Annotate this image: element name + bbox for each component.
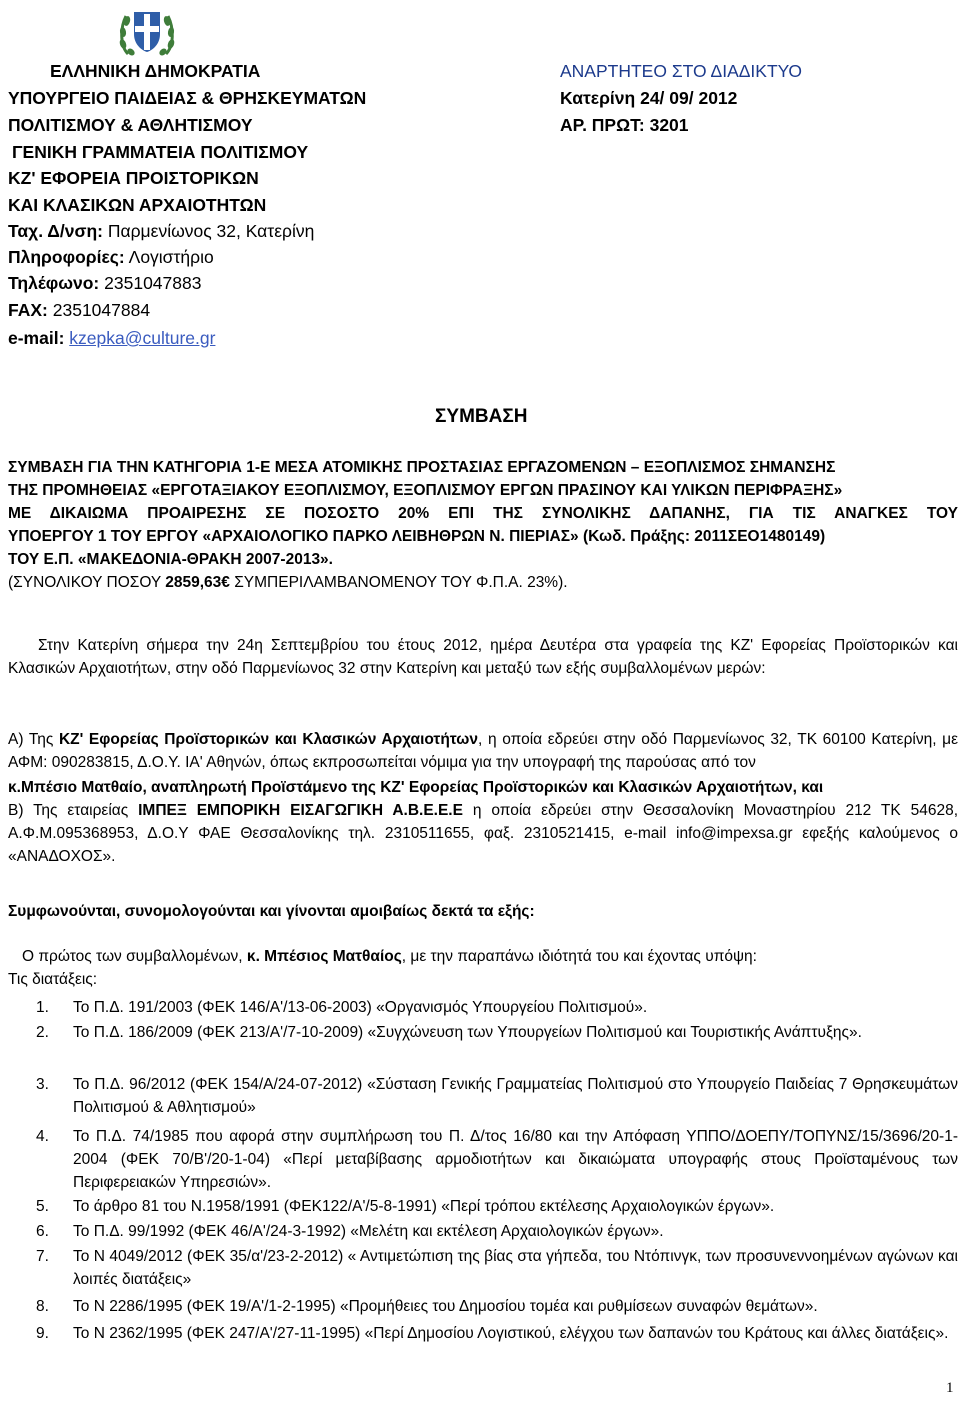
subject-line-4: ΥΠΟΕΡΓΟΥ 1 ΤΟΥ ΕΡΓΟΥ «ΑΡΧΑΙΟΛΟΓΙΚΟ ΠΑΡΚΟ ΛΕΙΒΗΘΡΩΝ Ν. ΠΙΕΡΙΑΣ» (Κωδ. Πράξης: 2011ΣΕΟ1480149) (8, 528, 826, 545)
page-number: 1 (946, 1380, 954, 1396)
general-secretariat: ΓΕΝΙΚΗ ΓΡΑΜΜΑΤΕΙΑ ΠΟΛΙΤΙΣΜΟΥ (12, 142, 309, 162)
fax-label: FAX: (8, 300, 48, 320)
subject-total-prefix: (ΣΥΝΟΛΙΚΟΥ ΠΟΣΟΥ (8, 574, 166, 591)
protocol-number: ΑΡ. ΠΡΩΤ: 3201 (560, 115, 689, 135)
address-line (8, 218, 314, 245)
address-label: Ταχ. Δ/νση: (8, 221, 103, 241)
provision-number: 1. (36, 999, 49, 1016)
party-b-details: η οποία εδρεύει στην Θεσσαλονίκη Μοναστηρίου 212 ΤΚ 54628, Α.Φ.Μ.095368953, Δ.Ο.Υ ΦΑΕ Θεσσαλονίκης τηλ. 2310511655, φαξ. 2310521415, e-mail info@impexsa.gr εφεξής καλούμενος ο «ΑΝΑΔΟΧΟΣ». (8, 802, 958, 865)
info-label: Πληροφορίες: (8, 247, 125, 267)
provision-number: 8. (36, 1298, 49, 1315)
provision-item (36, 1245, 958, 1288)
party-a-representative: κ.Μπέσιο Ματθαίο, αναπληρωτή Προϊστάμενο της ΚΖ' Εφορείας Προϊστορικών και Κλασικών Αρχαιοτήτων, και (8, 779, 824, 796)
place-date: Κατερίνη 24/ 09/ 2012 (560, 88, 738, 108)
republic-heading: ΕΛΛΗΝΙΚΗ ΔΗΜΟΚΡΑΤΙΑ (50, 61, 261, 81)
provision-text: Το Π.Δ. 96/2012 (ΦΕΚ 154/Α/24-07-2012) «Σύσταση Γενικής Γραμματείας Πολιτισμού στο Υπουργείο Παιδείας 7 Θρησκευμάτων Πολιτισμού & Αθλητισμού» (73, 1076, 958, 1116)
euro-sign-icon: € (221, 574, 230, 591)
phone-line (8, 270, 201, 297)
provision-item (36, 1195, 958, 1218)
provision-item (36, 1220, 958, 1243)
phone-label: Τηλέφωνο: (8, 273, 100, 293)
provision-text: Το Ν 2286/1995 (ΦΕΚ 19/Α'/1-2-1995) «Προμήθειες του Δημοσίου τομέα και ρυθμίσεων συναφών θεμάτων». (73, 1298, 818, 1315)
info-line (8, 244, 214, 271)
provision-number: 7. (36, 1248, 49, 1265)
provision-text: Το Π.Δ. 74/1985 που αφορά στην συμπλήρωση του Π. Δ/τος 16/80 και την Απόφαση ΥΠΠΟ/ΔΟΕΠΥ/ΤΟΠΥΝΣ/15/3696/20-1-2004 (ΦΕΚ 70/Β'/20-1-04) «Περί μεταβίβασης αρμοδιοτήτων και δικαιώματα υπογραφής στους Προϊσταμένους των Περιφερειακών Υπηρεσιών». (73, 1128, 958, 1191)
greek-emblem-icon (118, 4, 176, 60)
provision-text: Το Ν 4049/2012 (ΦΕΚ 35/α'/23-2-2012) « Αντιμετώπιση της βίας στα γήπεδα, του Ντόπινγκ, των προσυνεννοημένων αγώνων και λοιπές διατάξεις» (73, 1248, 958, 1288)
address-value: Παρμενίωνος 32, Κατερίνη (107, 221, 315, 241)
provision-text: Το Π.Δ. 99/1992 (ΦΕΚ 46/Α'/24-3-1992) «Μελέτη και εκτέλεση Αρχαιολογικών έργων». (73, 1223, 664, 1240)
email-link[interactable]: kzepka@culture.gr (69, 328, 216, 348)
provision-number: 4. (36, 1128, 49, 1145)
ministry-line-2: ΠΟΛΙΤΙΣΜΟΥ & ΑΘΛΗΤΙΣΜΟΥ (8, 115, 253, 135)
phone-value: 2351047883 (104, 273, 202, 293)
ministry-line-1: ΥΠΟΥΡΓΕΙΟ ΠΑΙΔΕΙΑΣ & ΘΡΗΣΚΕΥΜΑΤΩΝ (8, 88, 367, 108)
provision-text: Το Ν 2362/1995 (ΦΕΚ 247/Α'/27-11-1995) «Περί Δημοσίου Λογιστικού, ελέγχου των δαπανών του Κράτους και άλλες διατάξεις». (73, 1325, 949, 1342)
first-party-name: κ. Μπέσιος Ματθαίος (246, 948, 402, 965)
party-b-prefix: Β) Της εταιρείας (8, 802, 139, 819)
party-b-name: ΙΜΠΕΞ ΕΜΠΟΡΙΚΗ ΕΙΣΑΓΩΓΙΚΗ Α.Β.Ε.Ε.Ε (138, 802, 463, 819)
party-a-prefix: Α) Της (8, 731, 59, 748)
document-title: ΣΥΜΒΑΣΗ (435, 406, 528, 427)
subject-line-3: ΜΕ ΔΙΚΑΙΩΜΑ ΠΡΟΑΙΡΕΣΗΣ ΣΕ ΠΟΣΟΣΤΟ 20% ΕΠΙ ΤΗΣ ΣΥΝΟΛΙΚΗΣ ΔΑΠΑΝΗΣ, ΓΙΑ ΤΙΣ ΑΝΑΓΚΕΣ ΤΟΥ (8, 505, 958, 522)
provision-text: Το Π.Δ. 186/2009 (ΦΕΚ 213/Α'/7-10-2009) «Συγχώνευση των Υπουργείων Πολιτισμού και Τουριστικής Ανάπτυξης». (73, 1024, 862, 1041)
fax-value: 2351047884 (52, 300, 151, 320)
provision-item (36, 1021, 958, 1044)
provision-number: 5. (36, 1198, 49, 1215)
first-party-rest: , με την παραπάνω ιδιότητά του και έχοντας υπόψη: (401, 948, 757, 965)
subject-line-2: ΤΗΣ ΠΡΟΜΗΘΕΙΑΣ «ΕΡΓΟΤΑΞΙΑΚΟΥ ΕΞΟΠΛΙΣΜΟΥ, ΕΞΟΠΛΙΣΜΟΥ ΕΡΓΩΝ ΠΡΑΣΙΝΟΥ ΚΑΙ ΥΛΙΚΩΝ ΠΕΡΙΦΡΑΞΗΣ» (8, 482, 843, 499)
provision-number: 9. (36, 1325, 49, 1342)
first-party-line (22, 945, 757, 968)
provision-number: 6. (36, 1223, 49, 1240)
provision-item (36, 1073, 958, 1116)
provisions-heading: Τις διατάξεις: (8, 971, 98, 988)
provision-item (36, 1322, 958, 1345)
subject-total-suffix: ΣΥΜΠΕΡΙΛΑΜΒΑΝΟΜΕΝΟΥ ΤΟΥ Φ.Π.Α. 23%). (229, 574, 568, 591)
posted-online-note: ΑΝΑΡΤΗΤΕΟ ΣΤΟ ΔΙΑΔΙΚΤΥΟ (560, 61, 802, 81)
party-a-name: ΚΖ' Εφορείας Προϊστορικών και Κλασικών Αρχαιοτήτων (58, 731, 478, 748)
provision-text: Το Π.Δ. 191/2003 (ΦΕΚ 146/Α'/13-06-2003) «Οργανισμός Υπουργείου Πολιτισμού». (73, 999, 648, 1016)
subject-line-1: ΣΥΜΒΑΣΗ ΓΙΑ ΤΗΝ ΚΑΤΗΓΟΡΙΑ 1-Ε ΜΕΣΑ ΑΤΟΜΙΚΗΣ ΠΡΟΣΤΑΣΙΑΣ ΕΡΓΑΖΟΜΕΝΩΝ – ΕΞΟΠΛΙΣΜΟΣ ΣΗΜΑΝΣΗΣ (8, 459, 836, 476)
subject-line-5: ΤΟΥ Ε.Π. «ΜΑΚΕΔΟΝΙΑ-ΘΡΑΚΗ 2007-2013». (8, 551, 333, 568)
email-line (8, 325, 215, 352)
ephorate-line-1: ΚΖ' ΕΦΟΡΕΙΑ ΠΡΟΙΣΤΟΡΙΚΩΝ (8, 168, 259, 188)
info-value: Λογιστήριο (128, 247, 214, 267)
provision-item (36, 1295, 958, 1318)
provision-number: 2. (36, 1024, 49, 1041)
provision-number: 3. (36, 1076, 49, 1093)
party-a-details: , η οποία εδρεύει στην οδό Παρμενίωνος 32, ΤΚ 60100 Κατερίνη, με ΑΦΜ: 090283815, Δ.Ο.Υ. ΙΑ' Αθηνών, όπως εκπροσωπείται νόμιμα για την υπογραφή της παρούσας από τον (8, 731, 958, 771)
email-label: e-mail: (8, 328, 65, 348)
intro-paragraph: Στην Κατερίνη σήμερα την 24η Σεπτεμβρίου του έτους 2012, ημέρα Δευτέρα στα γραφεία της ΚΖ' Εφορείας Προϊστορικών και Κλασικών Αρχαιοτήτων, στην οδό Παρμενίωνος 32 στην Κατερίνη και μεταξύ των εξής συμβαλλομένων μερών: (8, 637, 958, 677)
ephorate-line-2: ΚΑΙ ΚΛΑΣΙΚΩΝ ΑΡΧΑΙΟΤΗΤΩΝ (8, 195, 267, 215)
party-b-paragraph (8, 799, 958, 868)
provision-item (36, 1125, 958, 1191)
subject-total-amount: 2859,63 (165, 574, 222, 591)
provision-text: Το άρθρο 81 του Ν.1958/1991 (ΦΕΚ122/Α'/5-8-1991) «Περί τρόπου εκτέλεσης Αρχαιολογικών έργων». (73, 1198, 775, 1215)
party-a-paragraph (8, 728, 958, 774)
first-party-intro: Ο πρώτος των συμβαλλομένων, (22, 948, 247, 965)
agreement-statement: Συμφωνούνται, συνομολογούνται και γίνονται αμοιβαίως δεκτά τα εξής: (8, 903, 535, 920)
provision-item (36, 996, 958, 1019)
contract-subject (8, 456, 958, 594)
subject-line-6 (8, 571, 958, 594)
fax-line (8, 297, 150, 324)
